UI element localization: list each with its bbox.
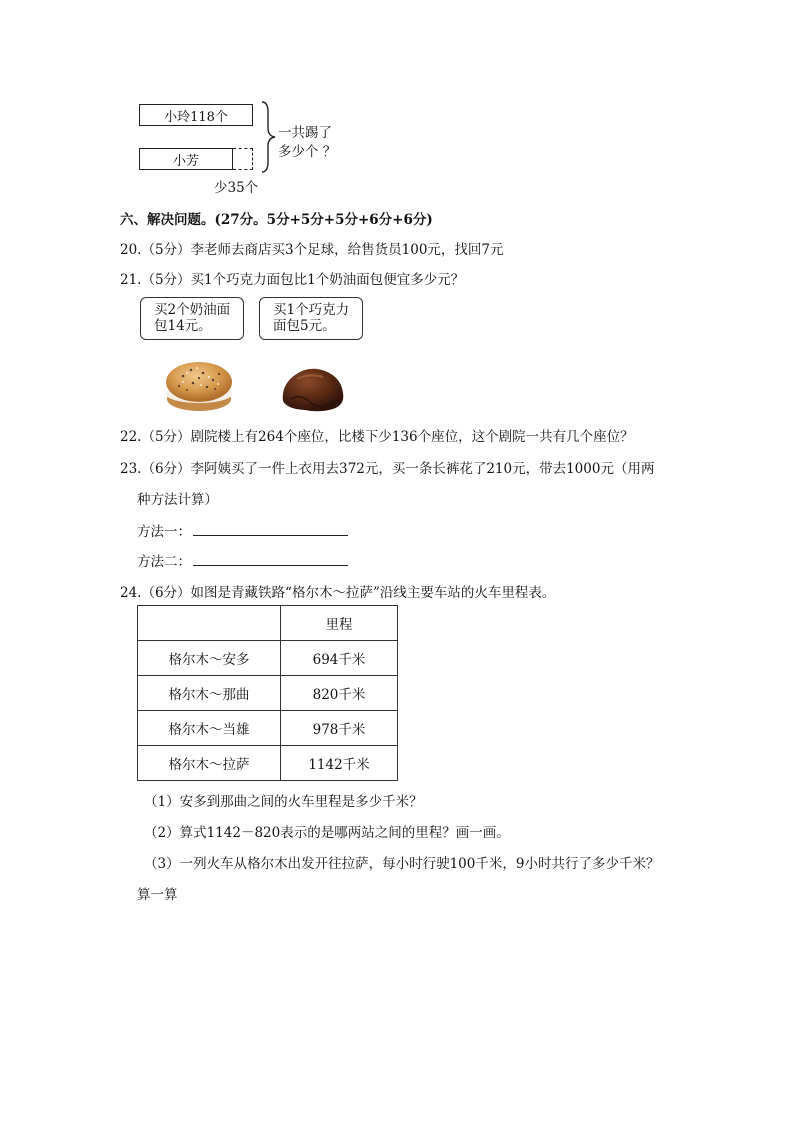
question-22: 22.（5分）剧院楼上有264个座位，比楼下少136个座位，这个剧院一共有几个座位？	[120, 429, 634, 445]
table-cell-distance: 978千米	[281, 711, 398, 746]
bar-xiaoling-label: 小玲118个	[164, 109, 228, 125]
table-cell-distance: 820千米	[281, 676, 398, 711]
method-two-answer-line[interactable]	[193, 553, 348, 566]
method-one-row	[137, 520, 348, 540]
table-cell-route: 格尔木～安多	[138, 641, 281, 676]
table-header-cell	[138, 606, 281, 641]
table-header-row	[138, 606, 398, 641]
question-24-sub2: （2）算式1142－820表示的是哪两站之间的里程？画一画。	[144, 825, 510, 841]
table-row	[138, 676, 398, 711]
table-row	[138, 711, 398, 746]
question-24-sub1: （1）安多到那曲之间的火车里程是多少千米？	[144, 794, 423, 810]
question-23-line1: 23.（6分）李阿姨买了一件上衣用去372元，买一条长裤花了210元，带去1000元（用两	[120, 461, 655, 477]
method-one-label: 方法一：	[137, 524, 191, 540]
table-cell-route: 格尔木～那曲	[138, 676, 281, 711]
bar-xiaofang	[139, 148, 233, 170]
table-cell-distance: 694千米	[281, 641, 398, 676]
speech-bubble-chocolate-bread: 买1个巧克力面包5元。	[259, 297, 363, 340]
diff-label: 少35个	[214, 180, 259, 196]
brace-icon	[258, 100, 278, 174]
question-21: 21.（5分）买1个巧克力面包比1个奶油面包便宜多少元？	[120, 272, 465, 288]
table-row	[138, 641, 398, 676]
bar-xiaofang-label: 小芳	[172, 153, 199, 169]
cream-bagel-image	[163, 358, 235, 414]
bar-xiaoling	[139, 104, 253, 126]
table-header-cell: 里程	[281, 606, 398, 641]
mileage-table	[137, 605, 398, 781]
table-cell-route: 格尔木～拉萨	[138, 746, 281, 781]
question-24: 24.（6分）如图是青藏铁路“格尔木～拉萨”沿线主要车站的火车里程表。	[120, 585, 556, 601]
table-row	[138, 746, 398, 781]
section-title: 六、解决问题。(27分。5分+5分+5分+6分+6分)	[120, 212, 433, 228]
calc-label: 算一算	[137, 887, 178, 903]
speech-bubble-cream-bread: 买2个奶油面包14元。	[140, 297, 244, 340]
question-23-line2: 种方法计算）	[137, 492, 218, 508]
method-two-row	[137, 550, 348, 570]
bar-xiaofang-missing-part	[233, 148, 253, 170]
question-24-sub3: （3）一列火车从格尔木出发开往拉萨，每小时行驶100千米，9小时共行了多少千米？	[144, 856, 660, 872]
method-one-answer-line[interactable]	[193, 523, 348, 536]
method-two-label: 方法二：	[137, 554, 191, 570]
question-20: 20.（5分）李老师去商店买3个足球，给售货员100元，找回7元	[120, 242, 504, 258]
brace-text-line1: 一共踢了	[278, 125, 332, 141]
table-cell-distance: 1142千米	[281, 746, 398, 781]
table-cell-route: 格尔木～当雄	[138, 711, 281, 746]
brace-text-line2: 多少个 ？	[278, 144, 337, 160]
chocolate-bread-image	[279, 363, 347, 413]
